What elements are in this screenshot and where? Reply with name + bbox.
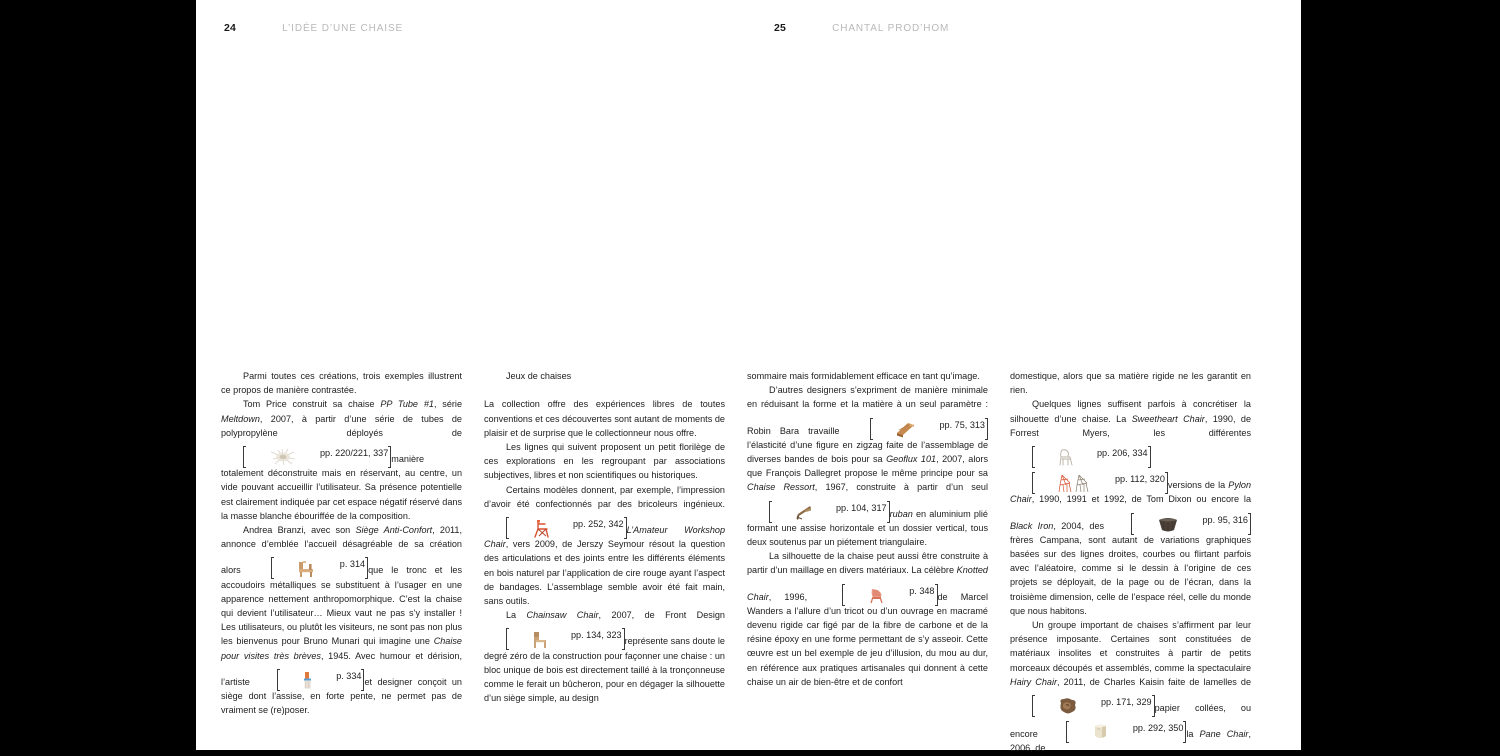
work-title: Hairy Chair xyxy=(1010,676,1058,687)
page-reference-label: pp. 206, 334 xyxy=(1097,448,1148,459)
column-2 xyxy=(484,369,725,756)
page-reference-label: p. 314 xyxy=(339,559,366,570)
book-page-spread xyxy=(196,0,1301,754)
reference-inner xyxy=(772,501,887,523)
reference-inner xyxy=(509,628,622,650)
thumbnail-red-knotted-chair xyxy=(867,585,887,605)
running-head-left-title: L’IDÉE D’UNE CHAISE xyxy=(282,23,404,34)
page-reference-label: pp. 134, 323 xyxy=(571,630,622,641)
bracket-right xyxy=(1248,513,1251,535)
thumbnail-brown-shaggy-mass xyxy=(1057,696,1079,716)
reference-inner xyxy=(873,418,985,440)
bracket-right xyxy=(935,584,938,606)
thumbnail-pylon-chairs-pair xyxy=(1057,473,1093,493)
column-1 xyxy=(221,369,462,756)
bracket-right xyxy=(1183,721,1186,743)
paragraph: Andrea Branzi, avec son Siège Anti-Confort, 2011, annonce d’emblée l’accueil désagréable de sa création alors p. 314que le tronc et les accoudoirs métalliques se substituent à l’usager en une apparence nettement anthropomorphique. C’est la chaise qui devient l’utilisateur… Mieux vaut ne pas s’y installer ! Les utilisateurs, ou plutôt les visiteurs, ne sont pas non plus les bienvenus pour Bruno Munari qui imagine une Chaise pour visites très brèves, 1945. Avec humour et dérision, l’artiste p. 334et designer conçoit un siège dont l’assise, en forte pente, ne permet pas de vraiment se (re)poser. xyxy=(221,525,463,716)
bracket-right xyxy=(887,501,890,523)
figure-reference[interactable] xyxy=(255,663,364,689)
thumbnail-wire-outline-chair xyxy=(1057,447,1075,467)
column-3 xyxy=(747,369,988,756)
thumbnail-pale-bread-seat xyxy=(1091,722,1111,742)
thumbnail-dark-basket-seat xyxy=(1156,514,1180,534)
figure-reference[interactable] xyxy=(1010,689,1155,715)
paragraph: Un groupe important de chaises s’affirment par leur présence imposante. Certaines sont constituées de matériaux insolites et construites à partir de petits morceaux découpés et assemblés, comme la spectaculaire Hairy Chair, 2011, de Charles Kaisin faite de lamelles de pp. 171, 329papier collées, ou encore pp. 292, 350la Pane Chair, 2006, de xyxy=(1010,620,1252,754)
page-reference-label: p. 348 xyxy=(909,585,935,596)
figure-reference[interactable] xyxy=(747,495,890,521)
column-4 xyxy=(1010,369,1251,756)
paragraph: La Chainsaw Chair, 2007, de Front Design pp. 134, 323représente sans doute le degré zéro de la construction pour façonner une chaise : un bloc unique de bois est directement taillé à la tronçonneuse comme le ferait un bûcheron, pour en dégager la silhouette d’un siège simple, au design xyxy=(484,610,725,704)
paragraph: D’autres designers s’expriment de manière minimale en réduisant la forme et la matière à un seul paramètre : Robin Bara travaille pp. 75, 313l’élasticité d’une figure en zigzag faite de l’assemblage de diverses bandes de bois pour sa Geoflux 101, 2007, alors que François Dallegret propose le même principe pour sa Chaise Ressort, 1967, construite à partir d’un seul pp. 104, 317ruban en aluminium plié formant une assise horizontale et un dossier vertical, tous deux soutenus par un piétement triangulaire. xyxy=(747,385,988,548)
paragraph: La collection offre des expériences libres de toutes conventions et ces découvertes sont autant de moments de plaisir et de surprise que le collectionneur nous offre. xyxy=(484,399,725,438)
paragraph: Les lignes qui suivent proposent un petit florilège de ces explorations en les regroupant par associations subjectives, libres et non scientifiques ou historiques. xyxy=(484,442,725,481)
page-reference-label: pp. 112, 320 xyxy=(1115,474,1165,485)
page-reference-label: pp. 95, 316 xyxy=(1202,514,1248,525)
reference-inner xyxy=(1035,695,1152,717)
bracket-right xyxy=(1152,695,1155,717)
work-title: Sweetheart Chair xyxy=(1131,413,1205,424)
work-title: Black Iron xyxy=(1010,520,1054,531)
figure-reference[interactable] xyxy=(484,622,625,648)
figure-reference[interactable] xyxy=(848,412,988,438)
work-title: Chaise Ressort xyxy=(747,482,815,493)
figure-reference[interactable] xyxy=(1109,507,1251,533)
bracket-right xyxy=(624,517,627,539)
page-reference-label: p. 334 xyxy=(336,670,362,681)
figure-reference[interactable] xyxy=(221,440,391,466)
folio-left: 24 xyxy=(224,22,237,34)
running-head-left xyxy=(224,22,403,34)
thumbnail-wood-block-chair xyxy=(531,629,549,649)
paragraph: Tom Price construit sa chaise PP Tube #1, série Meltdown, 2007, à partir d’une série de tubes de polypropylène déployés de pp. 220/221, 337manière totalement déconstruite mais en réservant, au centre, un vide pouvant accueillir l’utilisateur. Sa présence potentielle est clairement indiquée par cet espace négatif réservé dans la masse blanche ébouriffée de la composition. xyxy=(221,399,463,521)
paragraph: Parmi toutes ces créations, trois exemples illustrent ce propos de manière contrastée. xyxy=(221,371,462,396)
paragraph: Certains modèles donnent, par exemple, l’impression d’avoir été confectionnés par des bricoleurs ingénieux. pp. 252, 342L’Amateur Workshop Chair, vers 2009, de Jerszy Seymour résout la question des articulations et des joints entre les différents éléments en bois naturel par l’application de cire rouge ayant l’aspect de bandages. L’assemblage semble avoir été fait main, sans outils. xyxy=(484,484,725,607)
thumbnail-white-burst-sculpture xyxy=(268,447,298,467)
reference-inner xyxy=(845,584,934,606)
thumbnail-blue-seat-chair xyxy=(302,670,314,690)
work-title: L’Amateur Workshop Chair xyxy=(484,525,725,550)
bracket-right xyxy=(1148,446,1151,468)
running-head-right xyxy=(774,22,949,34)
work-title: Pane Chair xyxy=(1199,729,1249,740)
paragraph: domestique, alors que sa matière rigide ne les garantit en rien. xyxy=(1010,371,1251,396)
text-columns xyxy=(221,369,1281,756)
figure-reference[interactable] xyxy=(484,511,627,537)
figure-reference[interactable] xyxy=(1010,466,1168,492)
paragraph: Quelques lignes suffisent parfois à concrétiser la silhouette d’une chaise. La Sweetheart Chair, 1990, de Forrest Myers, les différentes pp. 206, 334 pp. 112, 320versions de la Pylon Chair, 1990, 1991 et 1992, de Tom Dixon ou encore la Black Iron, 2004, des pp. 95, 316frères Campana, sont autant de variations graphiques basées sur des lignes droites, courbes ou flirtant parfois avec l’aléatoire, comme si le dessin à l’origine de ces projets se déployait, de la page ou de l’écran, dans la troisième dimension, celle de l’espace réel, celle du monde que nous habitons. xyxy=(1010,399,1252,616)
thumbnail-folded-wood-strip xyxy=(895,419,917,439)
page-reference-label: pp. 252, 342 xyxy=(573,519,624,530)
bracket-right xyxy=(388,446,391,468)
page-reference-label: pp. 171, 329 xyxy=(1101,697,1152,708)
reference-inner xyxy=(509,517,624,539)
work-title: Siège Anti-Confort xyxy=(355,525,433,536)
work-title: Meltdown xyxy=(221,413,260,424)
reference-inner xyxy=(274,557,365,579)
work-title: Pylon Chair xyxy=(1010,480,1251,505)
page-reference-label: pp. 75, 313 xyxy=(939,419,985,430)
reference-inner xyxy=(1069,721,1184,743)
figure-reference[interactable] xyxy=(1044,715,1187,741)
running-head-right-title: CHANTAL PROD’HOM xyxy=(832,23,950,34)
section-subheading: Jeux de chaises xyxy=(506,371,572,381)
page-reference-label: pp. 220/221, 337 xyxy=(320,448,389,459)
work-title: Geoflux 101 xyxy=(886,454,937,465)
bracket-right xyxy=(622,628,625,650)
bracket-right xyxy=(361,669,364,691)
folio-right: 25 xyxy=(774,22,787,34)
work-title: Chaise pour visites très brèves xyxy=(221,636,462,661)
figure-reference[interactable] xyxy=(249,551,368,577)
bracket-right xyxy=(985,418,988,440)
thumbnail-red-wire-chair xyxy=(531,518,551,538)
bracket-right xyxy=(365,557,368,579)
paragraph: sommaire mais formidablement efficace en tant qu’image. xyxy=(747,371,980,381)
thumbnail-tan-armchair xyxy=(296,558,318,578)
reference-inner xyxy=(1134,513,1248,535)
work-title: Knotted Chair xyxy=(747,565,988,602)
figure-reference[interactable] xyxy=(1010,440,1151,466)
work-title: ruban xyxy=(889,508,913,519)
page-reference-label: pp. 292, 350 xyxy=(1132,723,1184,734)
bracket-right xyxy=(1165,472,1168,494)
reference-inner xyxy=(1035,446,1148,468)
paragraph: La silhouette de la chaise peut aussi être construite à partir d’un maillage en divers matériaux. La célèbre Knotted Chair, 1996, p. 348de Marcel Wanders a l’allure d’un tricot ou d’un ouvrage en macramé devenu rigide car figé par de la fibre de carbone et de la résine époxy en une forme permettant de s’y asseoir. Cette œuvre est un bel exemple de jeu d’illusion, du mou au dur, en référence aux pratiques artisanales qui donnent à cette chaise un air de bien-être et de confort xyxy=(747,551,988,687)
thumbnail-aluminium-ribbon xyxy=(794,502,814,522)
work-title: Chainsaw Chair xyxy=(526,610,599,621)
reference-inner xyxy=(1035,472,1165,494)
page-reference-label: pp. 104, 317 xyxy=(836,502,887,513)
reference-inner xyxy=(246,446,388,468)
figure-reference[interactable] xyxy=(820,578,937,604)
work-title: PP Tube #1 xyxy=(380,399,434,410)
reference-inner xyxy=(280,669,361,691)
